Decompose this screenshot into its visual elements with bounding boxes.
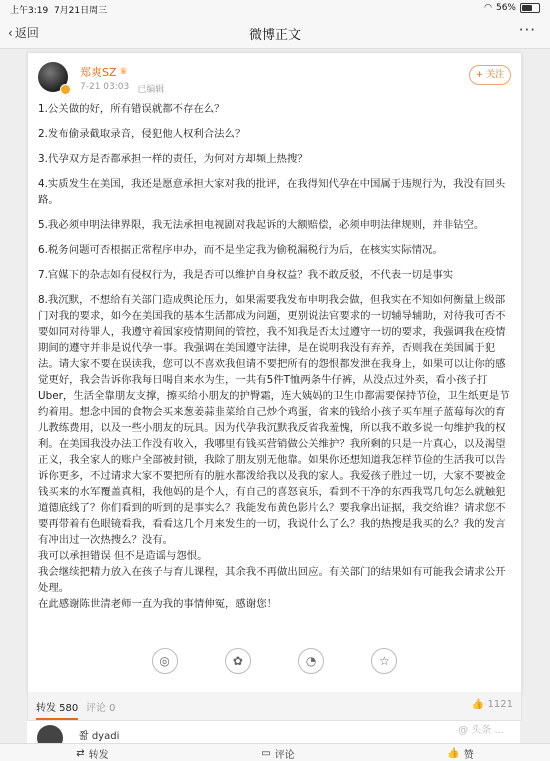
tab-repost[interactable]: 转发 580	[36, 699, 78, 714]
repost-icon: ⇄	[76, 747, 85, 759]
watermark: @ 头条 ...	[458, 725, 504, 736]
follow-button[interactable]: + 关注	[469, 65, 511, 85]
post-paragraph: 5.我必须申明法律界限，我无法承担电视剧对我起诉的大额赔偿，必须申明法律规则，并非钻空。	[38, 219, 485, 231]
repost-list-item[interactable]	[27, 721, 520, 743]
post-paragraph: 在此感谢陈世清老师一直为我的事情伸冤，感谢您！	[38, 598, 277, 610]
thumbs-up-icon: 👍	[471, 699, 485, 710]
battery-icon	[520, 3, 540, 13]
post-paragraph: 7.官媒下的杂志如有侵权行为，我是否可以维护自身权益？我不敢反驳，不代表一切是事实	[38, 269, 454, 281]
bottom-toolbar	[0, 743, 550, 761]
post-paragraph: 2.发布偷录截取录音，侵犯他人权利合法么？	[38, 128, 246, 140]
comment-icon: ▭	[261, 747, 271, 759]
avatar	[37, 725, 63, 743]
post-time: 7-21 03:03	[80, 82, 130, 92]
thumbs-up-icon: 👍	[447, 747, 460, 759]
status-right	[484, 3, 540, 13]
like-count: 1121	[487, 699, 513, 710]
qq-icon[interactable]: ◔	[298, 648, 324, 674]
repost-user-name: 쫢 dyadi	[79, 731, 120, 742]
repost-button[interactable]	[76, 746, 108, 761]
qzone-icon[interactable]: ☆	[371, 648, 397, 674]
wifi-icon: ◠	[484, 3, 492, 13]
chevron-left-icon: ‹	[8, 25, 13, 40]
interaction-tabs	[27, 692, 522, 721]
verified-icon	[60, 84, 71, 95]
crown-icon: ♛	[119, 67, 128, 77]
more-options-button[interactable]: ···	[518, 21, 536, 39]
author-name[interactable]	[80, 64, 128, 80]
post-paragraph: 8.我沉默，不想给有关部门造成舆论压力，如果需要我发布申明我会做，但我实在不知如何衡量上级部门对我的要求，如今在美国我的基本生活都成为问题，更别说法官要求的一切辅导辅助，对待我可否不要如同对待罪人，我遵守着国家疫情期间的管控，我不知我是否太过遵守一切的要求，我强调我在疫情期间的遵守并非是说代孕一事。我强调在美国遵守法律，是在说明我没有弃养，否则我在美国属于犯法。请大家不要在误读我，您可以不喜欢我但请不要把所有的怨恨都发泄在我身上，如果可以让你的感觉更好，我会告诉你我每日喝自来水为生，一共有5件T恤两条牛仔裤，从没点过外卖，看小孩子打Uber，生活全靠朋友支撑，擦买给小朋友的护臀霜，连大姨妈的卫生巾都需要保持节俭，卫生纸更是节约着用。想念中国的食物会买来葱姜蒜韭菜给自己炒个鸡蛋，省来的钱给小孩子买车厘子蓝莓每次的育儿教练费用，以及一些小朋友的玩具。因为代孕我沉默我反省我羞愧，所以我不敢多说一句维护我的权利。在美国我没办法工作没有收入，我哪里有钱买营销做公关维护？我所剩的只是一片真心，以及渴望正义，我全家人的账户全部被封锁，我除了朋友别无他靠。如果你还想知道我怎样节俭的生活我可以告诉你更多，不过请求大家不要把所有的脏水都泼给我以及我的家人。我爱孩子胜过一切，大家不要被金钱买来的水军覆盖真相，我他妈的是个人，有自己的喜怒哀乐，看到不干净的东西我骂几句怎么就触犯道德底线了？你们看到的听到的是事实么？我能发布黄色影片么？要我拿出证据，我交给谁？请求您不要再带着有色眼镜看我，看看这几个月来发生的一切，我说什么了么？我的热搜是我买的么？我的发言有冲出过一次热搜么？没有。	[38, 294, 510, 546]
post-paragraph: 4.实质发生在美国，我还是愿意承担大家对我的批评，在我得知代孕在中国属于违规行为，我没有回头路。	[38, 178, 506, 206]
repost-label: 转发	[88, 749, 109, 761]
like-button[interactable]	[447, 746, 473, 761]
post-body	[38, 101, 510, 612]
author-name-text: 郑爽SZ	[80, 66, 117, 79]
comment-button[interactable]	[261, 746, 294, 761]
status-bar	[0, 0, 550, 18]
tab-like[interactable]	[472, 699, 513, 710]
status-time: 上午3:19 7月21日周三	[10, 6, 108, 16]
battery-label: 56%	[495, 3, 516, 13]
post-card	[27, 52, 522, 694]
nav-bar	[0, 18, 550, 49]
post-paragraph: 6.税务问题可否根据正常程序申办，而不是坐定我为偷税漏税行为后，在核实实际情况。	[38, 244, 443, 256]
moments-icon[interactable]: ✿	[225, 648, 251, 674]
post-paragraph: 3.代孕双方是否都承担一样的责任，为何对方却频上热搜？	[38, 153, 308, 165]
comment-label: 评论	[274, 749, 295, 761]
page-title: 微博正文	[248, 28, 301, 43]
back-label: 返回	[14, 26, 39, 40]
post-paragraph: 我可以承担错误 但不是造谣与怨恨。	[38, 550, 208, 562]
edited-label: 已编辑	[137, 85, 165, 95]
tab-comment[interactable]: 评论 0	[86, 703, 116, 714]
share-row	[28, 641, 521, 681]
like-label: 赞	[463, 749, 474, 761]
post-paragraph: 我会继续把精力放入在孩子与育儿课程，其余我不再做出回应。有关部门的结果如有可能我会请求公开处理。	[38, 566, 506, 594]
post-meta	[80, 82, 164, 95]
wechat-icon[interactable]: ◎	[152, 648, 178, 674]
post-paragraph: 1.公关做的好，所有错误就都不存在么？	[38, 103, 225, 115]
